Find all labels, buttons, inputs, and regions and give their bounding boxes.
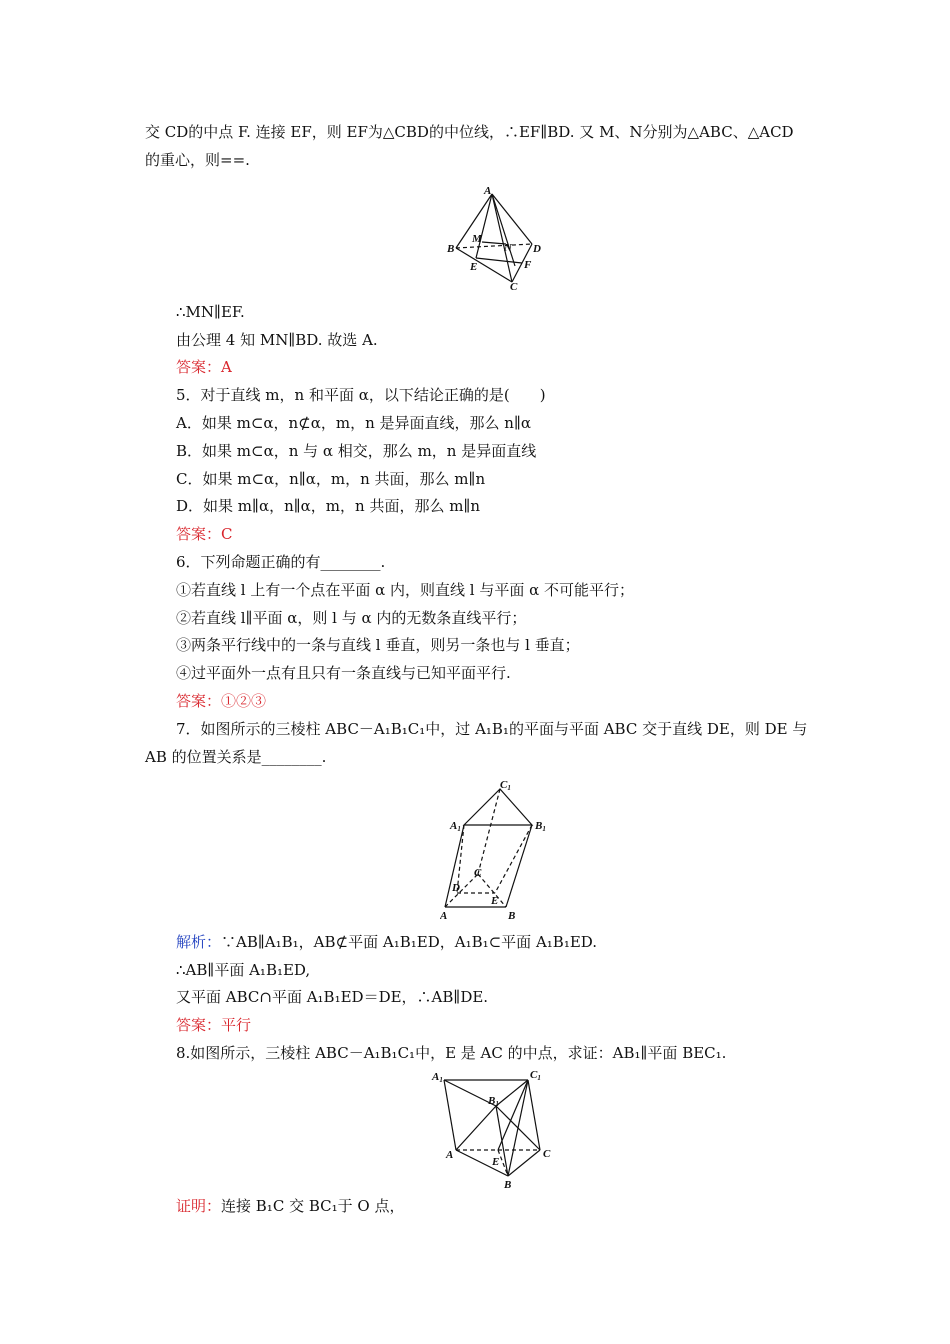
proof-label: 证明： xyxy=(176,1197,222,1215)
prism1-label-a: A xyxy=(440,910,448,921)
proof-line-1: 证明：连接 B₁C 交 BC₁于 O 点， xyxy=(176,1197,405,1215)
pyramid-label-d: D xyxy=(533,243,541,255)
text-line-11: ①若直线 l 上有一个点在平面 α 内，则直线 l 与平面 α 不可能平行； xyxy=(176,581,635,599)
prism-figure-2 xyxy=(428,1068,558,1193)
prism2-label-a: A xyxy=(446,1149,454,1161)
prism2-label-b1: B1 xyxy=(488,1095,499,1108)
prism2-label-b: B xyxy=(504,1179,512,1191)
prism1-label-e: E xyxy=(491,895,499,907)
answer-label: 答案： xyxy=(176,358,222,376)
pyramid-label-f: F xyxy=(524,259,532,271)
answer-q5 xyxy=(176,524,233,544)
answer-label: 答案： xyxy=(176,692,222,710)
answer-q6 xyxy=(176,691,266,711)
text-line-8: C．如果 m⊂α，n∥α，m，n 共面，那么 m∥n xyxy=(176,470,486,488)
text-line-15: 7．如图所示的三棱柱 ABC－A₁B₁C₁中，过 A₁B₁的平面与平面 ABC 交于直线 DE，则 DE 与 xyxy=(176,720,808,738)
pyramid-label-a: A xyxy=(484,185,492,197)
prism2-label-e: E xyxy=(492,1156,500,1168)
pyramid-label-c: C xyxy=(510,281,518,292)
answer-value: C xyxy=(221,525,233,543)
text-line-6: A．如果 m⊂α，n⊄α，m，n 是异面直线，那么 n∥α xyxy=(176,414,532,432)
text-line-19: 8.如图所示，三棱柱 ABC－A₁B₁C₁中，E 是 AC 的中点，求证：AB₁∥平面 BEC₁. xyxy=(176,1044,727,1062)
prism1-label-b1: B1 xyxy=(535,820,546,833)
pyramid-figure xyxy=(440,182,550,292)
answer-value: A xyxy=(221,358,232,376)
answer-label: 答案： xyxy=(176,1016,222,1034)
answer-label: 答案： xyxy=(176,525,222,543)
answer-q7 xyxy=(176,1015,251,1035)
prism1-label-c1: C1 xyxy=(500,779,511,792)
pyramid-label-n: N xyxy=(504,242,512,254)
text-line-18: 又平面 ABC∩平面 A₁B₁ED＝DE，∴AB∥DE. xyxy=(176,988,489,1006)
prism1-label-b: B xyxy=(508,910,516,921)
text-line-10: 6．下列命题正确的有________. xyxy=(176,553,386,571)
answer-q4 xyxy=(176,357,232,377)
text-line-1: 交 CD的中点 F. 连接 EF，则 EF为△CBD的中位线，∴EF∥BD. 又 M、N分别为△ABC、△ACD xyxy=(145,123,794,141)
answer-value: ①②③ xyxy=(221,692,267,710)
text-line-7: B．如果 m⊂α，n 与 α 相交，那么 m，n 是异面直线 xyxy=(176,442,537,460)
prism2-label-c: C xyxy=(543,1148,551,1160)
prism-figure-1 xyxy=(440,776,560,921)
text-line-2: 的重心，则==. xyxy=(145,151,250,169)
answer-value: 平行 xyxy=(221,1016,252,1034)
text-line-5: 5．对于直线 m，n 和平面 α，以下结论正确的是( ) xyxy=(176,386,546,404)
text-line-4: 由公理 4 知 MN∥BD. 故选 A. xyxy=(176,331,378,349)
text-line-12: ②若直线 l∥平面 α，则 l 与 α 内的无数条直线平行； xyxy=(176,609,527,627)
text-line-9: D．如果 m∥α，n∥α，m，n 共面，那么 m∥n xyxy=(176,497,481,515)
prism1-label-a1: A1 xyxy=(450,820,461,833)
prism2-label-c1: C1 xyxy=(530,1069,541,1082)
prism1-label-c: C xyxy=(474,867,482,879)
prism1-label-d: D xyxy=(452,882,460,894)
text-line-3: ∴MN∥EF. xyxy=(176,303,245,321)
text-line-13: ③两条平行线中的一条与直线 l 垂直，则另一条也与 l 垂直； xyxy=(176,636,580,654)
analysis-label: 解析： xyxy=(176,933,222,951)
text-line-14: ④过平面外一点有且只有一条直线与已知平面平行. xyxy=(176,664,511,682)
analysis-line-1: 解析：∵AB∥A₁B₁，AB⊄平面 A₁B₁ED，A₁B₁⊂平面 A₁B₁ED. xyxy=(176,933,598,951)
text-line-17: ∴AB∥平面 A₁B₁ED, xyxy=(176,961,311,979)
pyramid-label-e: E xyxy=(470,261,478,273)
pyramid-label-b: B xyxy=(447,243,455,255)
prism2-label-a1: A1 xyxy=(432,1071,443,1084)
pyramid-label-m: M xyxy=(472,233,482,245)
text-line-16: AB 的位置关系是________. xyxy=(145,748,327,766)
